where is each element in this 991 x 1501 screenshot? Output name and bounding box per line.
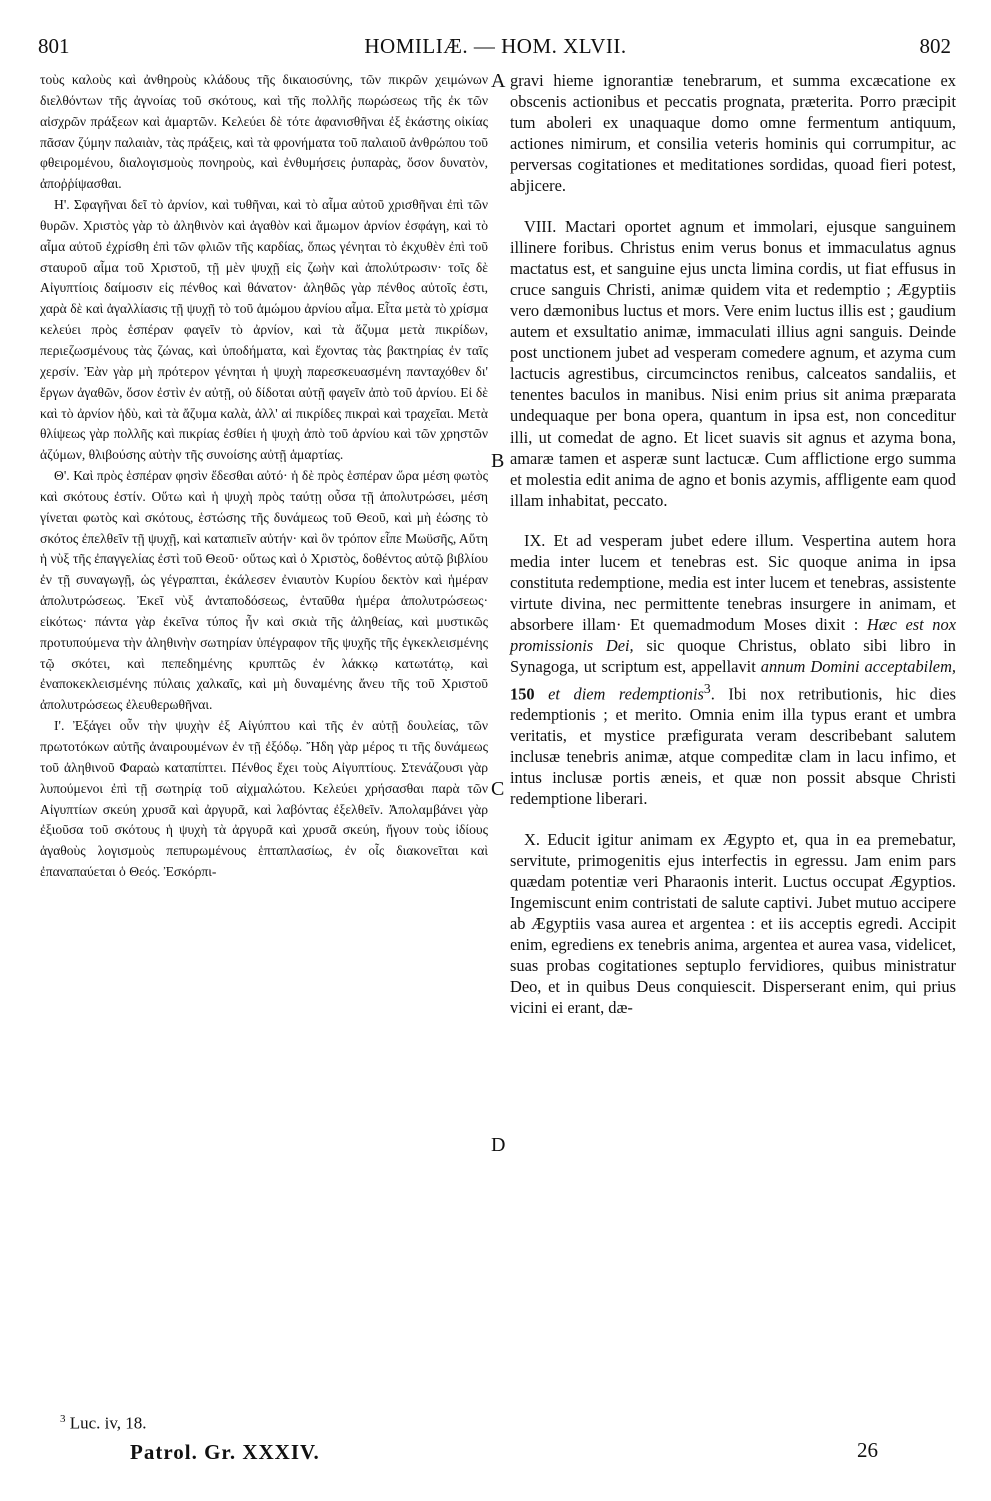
margin-number-150: 150 bbox=[510, 684, 535, 703]
footer-signature: 26 bbox=[857, 1438, 878, 1462]
latin-paragraph-3-part-a: IX. Et ad vesperam jubet edere illum. Vespertina autem hora media inter lucem et tenebras est. Sic quoque anima in ipsa constituta redemptione, media est inter lucem et tenebras, assistente virtute divina, nec permittente tenebras insurgere in animam, et absorbere illam· Et quemadmodum Moses dixit : bbox=[510, 530, 956, 635]
greek-paragraph-1: τοὺς καλοὺς καὶ ἀνθηροὺς κλάδους τῆς δικαιοσύνης, τῶν πικρῶν χειμώνων διελθόντων τῆς ἀγνοίας τοῦ σκότους, καὶ τῆς πολλῆς πωρώσεως τῆς ἐκ τῶν αἰσχρῶν πράξεων καὶ ἁμαρτῶν. Κελεύει δὲ τότε ἀφανισθῆναι ἐξ ἑκάστης οἰκίας πᾶσαν ζύμην παλαιὰν, τὰς πράξεις, καὶ τὰ φρονήματα τοῦ παλαιοῦ ἀνθρώπου τοῦ φθειρομένου, διαλογισμοὺς πονηροὺς, καὶ ἐνθυμήσεις ῥυπαρὰς, ὅσον δυνατὸν, ἀποῤῥίψασθαι. bbox=[40, 72, 488, 192]
running-title: HOMILIÆ. — HOM. XLVII. bbox=[364, 34, 627, 58]
latin-paragraph-2: VIII. Mactari oportet agnum et immolari, ejusque sanguinem illinere foribus. Christus enim verus bonus et immaculatus agnus mactatus est, et sanguine ejus uncta limina cordis, ut fiat effusus in cruce sanguis Christi, animæ quidem vita et redemptio ; Ægyptiis vero dæmonibus luctus et mors. Vere enim luctus illis est ; gaudium autem et exsultatio animæ, immaculati illius agni sanguis. Deinde post unctionem jubet ad vesperam comedere agnum, et azyma cum lactucis agrestibus, circumcinctos renibus, calceatos sandaliis, et tenentes baculos in manibus. Nisi enim prius sit anima præparata undequaque per bona opera, quantum in ipsa est, non conceditur illi, ut comedat de agno. Et licet suavis sit agnus et azyma bona, amaræ tamen et asperæ sunt lactucæ. Cum afflictione ergo summa et molestia edit anima de agno et bonis azymis, affligente eam quod illam inhabitat, peccato. bbox=[510, 216, 956, 510]
greek-paragraph-4: Ι'. Ἐξάγει οὖν τὴν ψυχὴν ἐξ Αἰγύπτου καὶ τῆς ἐν αὐτῇ δουλείας, τῶν πρωτοτόκων αὐτῆς ἀναιρουμένων ἐν τῇ ἐξόδῳ. Ἤδη γὰρ μέρος τι τῆς δυνάμεως τοῦ ἀληθινοῦ Φαραὼ καταπίπτει. Πένθος ἔχει τοὺς Αἰγυπτίους. Στενάζουσι γὰρ λυπούμενοι ἐπὶ τῇ σωτηρίᾳ τοῦ αἰχμαλώτου. Κελεύει χρήσασθαι παρὰ τῶν Αἰγυπτίων σκεύη χρυσᾶ καὶ ἀργυρᾶ, καὶ λαβόντας ἐξελθεῖν. Ἀπολαμβάνει γὰρ ἐξιοῦσα τοῦ σκότους ἡ ψυχὴ τὰ ἀργυρᾶ καὶ χρυσᾶ σκεύη, ἤγουν τοὺς ἰδίους ἀγαθοὺς λογισμοὺς πεπυρωμένους ἑπταπλασίως, ἐν οἷς διακονεῖται καὶ ἐπαναπαύεται ὁ Θεός. Ἐσκόρπι- bbox=[40, 718, 488, 880]
margin-marker-c: C bbox=[491, 778, 505, 800]
latin-paragraph-3-part-c: . Ibi nox retributionis, hic dies redemptionis ; et merito. Omnia enim illa typus erant et umbra veritatis, et mystice præfigurata veram describebant salutem inclusæ tenebris animæ, atque compeditæ clam in lacu infimo, et intus inclusæ portis æneis, et quæ non possit absque Christi redemptione liberari. bbox=[510, 684, 956, 809]
footer-series: Patrol. Gr. XXXIV. bbox=[130, 1440, 320, 1464]
left-page-number: 801 bbox=[38, 34, 70, 58]
footnote-mark: 3 bbox=[60, 1413, 66, 1425]
latin-paragraph-4: X. Educit igitur animam ex Ægypto et, qua in ea premebatur, servitute, primogenitis ejus interfectis in egressu. Jam enim pars quædam potentiæ veri Pharaonis interit. Luctus occupat Ægyptios. Ingemiscunt enim contristati de salute captivi. Jubet mutuo accipere ab Ægyptiis vasa aurea et argentea : et iis acceptis egredi. Accipit enim, egrediens ex tenebris anima, argentea et aurea vasa, videlicet, suas probas cogitationes septuplo fervidiores, quibus ministratur Deo, et in quibus Deus conquiescit. Disperserant enim, qui prius vicini ei erant, dæ- bbox=[510, 829, 956, 1018]
latin-paragraph-3 bbox=[510, 530, 956, 810]
latin-quote-annum: annum Domini acceptabilem, bbox=[760, 657, 956, 677]
greek-column bbox=[40, 70, 488, 883]
greek-paragraph-2: Η'. Σφαγῆναι δεῖ τὸ ἀρνίον, καὶ τυθῆναι, καὶ τὸ αἷμα αὐτοῦ χρισθῆναι ἐπὶ τῶν θυρῶν. Χριστὸς γὰρ τὸ ἀληθινὸν καὶ ἀγαθὸν καὶ ἄμωμον ἀρνίον ἐσφάγη, καὶ τὸ αἷμα αὐτοῦ ἐχρίσθη ἐπὶ τῶν φλιῶν τῆς καρδίας, ὅπως γένηται τὸ ἐκχυθὲν ἐπὶ τοῦ σταυροῦ αἷμα τοῦ Χριστοῦ, τῇ μὲν ψυχῇ εἰς ζωὴν καὶ ἀπολύτρωσιν· τοῖς δὲ Αἰγυπτίοις δαίμοσιν εἰς πένθος καὶ θάνατον· ἀληθῶς γὰρ πένθος αὐτοῖς ἐστι, χαρὰ δὲ καὶ ἀγαλλίασις τῇ ψυχῇ τὸ τοῦ ἀμώμου ἀρνίου αἷμα. Εἶτα μετὰ τὸ χρίσμα κελεύει πρὸς ἑσπέραν φαγεῖν τὸ ἀρνίον, καὶ τὰ ἄζυμα μετὰ πικρίδων, περιεζωσμένους τὰς ζώνας, καὶ ὑποδήματα, καὶ ἔχοντας τὰς βακτηρίας ἐν ταῖς χερσίν. Ἐὰν γὰρ μὴ πρότερον γένηται ἡ ψυχὴ παρεσκευασμένη πανταχόθεν δι' ἔργων ἀγαθῶν, ὅσον ἐστὶν ἐν αὐτῇ, οὐ δίδοται αὐτῇ φαγεῖν ἀπὸ τοῦ ἀρνίου. Εἰ δὲ καὶ τὸ ἀρνίον ἡδὺ, καὶ τὰ ἄζυμα καλὰ, ἀλλ' αἱ πικρίδες πικραὶ καὶ τραχεῖαι. Μετὰ θλίψεως γὰρ πολλῆς καὶ πικρίας ἐσθίει ἡ ψυχὴ ἀπὸ τοῦ ἀρνίου καὶ τῶν χρηστῶν ἀζύμων, θλιβούσης αὐτὴν τῆς συνοίσης αὐτῇ ἁμαρτίας. bbox=[40, 197, 488, 463]
margin-marker-d: D bbox=[491, 1134, 506, 1156]
latin-quote-nox: Hæc est nox promissionis Dei, bbox=[510, 615, 956, 656]
latin-paragraph-3-part-b: sic quoque Christus, oblato sibi libro in Synagoga, ut scriptum est, appellavit bbox=[510, 636, 956, 677]
footnote bbox=[60, 1413, 147, 1434]
latin-quote-diem: et diem redemptionis bbox=[548, 684, 704, 703]
right-page-number: 802 bbox=[919, 34, 951, 58]
margin-marker-a: A bbox=[491, 70, 506, 92]
latin-column bbox=[510, 70, 956, 1018]
footnote-text: Luc. iv, 18. bbox=[69, 1413, 147, 1433]
margin-marker-b: B bbox=[491, 450, 505, 472]
latin-paragraph-1: gravi hieme ignorantiæ tenebrarum, et summa excæcatione ex obscenis actionibus et peccatis prognata, præterita. Porro præcipit tum aboleri ex unaquaque domo omne fermentum antiquum, actiones nimirum, et consilia veteris hominis qui corrumpitur, ac perversas cogitationes et meditationes sordidas, quoad fieri potest, abjicere. bbox=[510, 71, 956, 196]
greek-paragraph-3: Θ'. Καὶ πρὸς ἑσπέραν φησὶν ἔδεσθαι αὐτό· ἡ δὲ πρὸς ἑσπέραν ὥρα μέση φωτὸς καὶ σκότους ἐστίν. Οὕτω καὶ ἡ ψυχὴ πρὸς ταύτῃ οὖσα τῇ ἀπολυτρώσει, μέση γίνεται φωτὸς καὶ σκότους, ἑστώσης τῆς δυνάμεως τοῦ Θεοῦ, καὶ μὴ ἐώσης τὸ σκότος ἐπελθεῖν τῇ ψυχῇ, καὶ καταπιεῖν αὐτήν· καὶ ὃν τρόπον εἶπε Μωϋσῆς, Αὕτη ἡ νὺξ τῆς ἐπαγγελίας ἐστὶ τοῦ Θεοῦ· οὕτως καὶ ὁ Χριστὸς, δοθέντος αὐτῷ βιβλίου ἐν τῇ συναγωγῇ, ὡς γέγραπται, ἐκάλεσεν ἐνιαυτὸν Κυρίου δεκτὸν καὶ ἡμέραν ἀπολυτρώσεως. Ἐκεῖ νὺξ ἀνταποδόσεως, ἐνταῦθα ἡμέρα ἀπολυτρώσεως· εἰκότως· πάντα γὰρ ἐκεῖνα τύπος ἦν καὶ σκιὰ τῆς ἀληθείας, καὶ μυστικῶς προτυπούμενα τὴν ἀληθινὴν σωτηρίαν ὑπέγραφον τῆς ψυχῆς τῆς ἐγκεκλεισμένης τῷ σκότει, καὶ πεπεδημένης κρυπτῶς ἐν λάκκῳ κατωτάτῳ, καὶ ἐναποκεκλεισμένης πύλαις χαλκαῖς, καὶ μὴ δυναμένης ἄνευ τῆς τοῦ Χριστοῦ ἀπολυτρώσεως ἐλευθερωθῆναι. bbox=[40, 468, 489, 713]
page-header bbox=[0, 34, 991, 64]
footnote-ref: 3 bbox=[703, 680, 711, 696]
